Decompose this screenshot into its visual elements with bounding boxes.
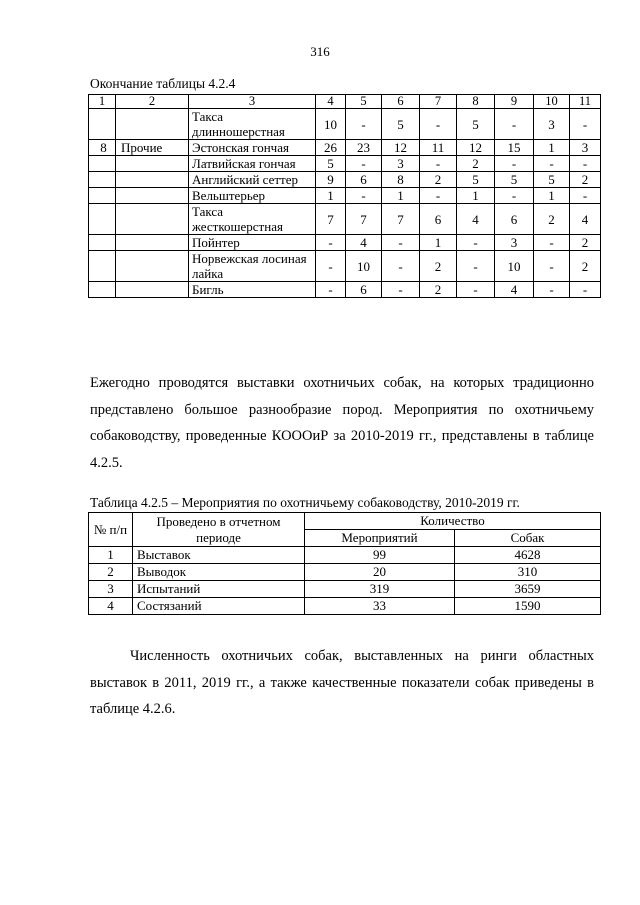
table-header-row [89, 95, 601, 109]
value-cell: 10 [346, 251, 382, 282]
header-cell: 5 [346, 95, 382, 109]
value-cell: 10 [316, 109, 346, 140]
table-row [89, 564, 601, 581]
event-name-cell: Испытаний [133, 581, 305, 598]
header-events: Мероприятий [305, 530, 455, 547]
value-cell: 1 [316, 188, 346, 204]
value-cell: 2 [420, 251, 457, 282]
value-cell: - [495, 109, 534, 140]
value-cell: 6 [420, 204, 457, 235]
value-cell: - [570, 156, 601, 172]
value-cell: 7 [346, 204, 382, 235]
paragraph-ring-counts: Численность охотничьих собак, выставленных на ринги областных выставок в 2011, 2019 гг., а также качественные показатели собак приведены в таблице 4.2.6. [90, 648, 594, 717]
breed-cell: Английский сеттер [189, 172, 316, 188]
group-number-cell [89, 235, 116, 251]
table-row [89, 172, 601, 188]
value-cell: 26 [316, 140, 346, 156]
breed-cell: Вельштерьер [189, 188, 316, 204]
table-4-2-5-caption: Таблица 4.2.5 – Мероприятия по охотничьему собаководству, 2010-2019 гг. [90, 495, 520, 510]
value-cell: 4 [570, 204, 601, 235]
value-cell: - [457, 251, 495, 282]
header-cell: 4 [316, 95, 346, 109]
value-cell: 5 [382, 109, 420, 140]
value-cell: 1 [534, 188, 570, 204]
value-cell: - [570, 188, 601, 204]
value-cell: 5 [457, 172, 495, 188]
value-cell: - [457, 282, 495, 298]
value-cell: 6 [495, 204, 534, 235]
table-row [89, 251, 601, 282]
value-cell: 7 [382, 204, 420, 235]
group-name-cell [116, 235, 189, 251]
value-cell: - [420, 109, 457, 140]
group-number-cell [89, 204, 116, 235]
value-cell: 1 [534, 140, 570, 156]
value-cell: 4 [346, 235, 382, 251]
value-cell: 3 [570, 140, 601, 156]
table-row [89, 140, 601, 156]
event-name-cell: Выводок [133, 564, 305, 581]
row-number-cell: 1 [89, 547, 133, 564]
value-cell: 10 [495, 251, 534, 282]
breed-cell: Пойнтер [189, 235, 316, 251]
event-name-cell: Состязаний [133, 598, 305, 615]
value-cell: - [346, 156, 382, 172]
value-cell: 2 [420, 172, 457, 188]
group-name-cell [116, 282, 189, 298]
value-cell: 12 [382, 140, 420, 156]
event-name-cell: Выставок [133, 547, 305, 564]
value-cell: - [570, 282, 601, 298]
value-cell: - [382, 235, 420, 251]
table-row [89, 581, 601, 598]
table-row [89, 547, 601, 564]
group-name-cell [116, 251, 189, 282]
value-cell: - [534, 282, 570, 298]
value-cell: 3 [534, 109, 570, 140]
value-cell: - [534, 235, 570, 251]
value-cell: - [570, 109, 601, 140]
value-cell: - [316, 235, 346, 251]
events-count-cell: 20 [305, 564, 455, 581]
header-cell: 6 [382, 95, 420, 109]
header-cell: 7 [420, 95, 457, 109]
value-cell: - [420, 156, 457, 172]
dogs-count-cell: 3659 [455, 581, 601, 598]
group-number-cell [89, 109, 116, 140]
value-cell: 8 [382, 172, 420, 188]
value-cell: 6 [346, 282, 382, 298]
value-cell: 5 [316, 156, 346, 172]
breed-cell: Такса длинношерстная [189, 109, 316, 140]
breed-cell: Эстонская гончая [189, 140, 316, 156]
dogs-count-cell: 1590 [455, 598, 601, 615]
table-row [89, 282, 601, 298]
row-number-cell: 3 [89, 581, 133, 598]
value-cell: 15 [495, 140, 534, 156]
page-number: 316 [310, 44, 330, 59]
header-cell: 3 [189, 95, 316, 109]
group-name-cell [116, 109, 189, 140]
group-number-cell [89, 188, 116, 204]
header-cell: 8 [457, 95, 495, 109]
table-4-2-4-caption: Окончание таблицы 4.2.4 [90, 76, 236, 91]
group-name-cell: Прочие [116, 140, 189, 156]
value-cell: 1 [457, 188, 495, 204]
value-cell: 6 [346, 172, 382, 188]
value-cell: 5 [457, 109, 495, 140]
header-no: № п/п [89, 513, 133, 547]
value-cell: 2 [534, 204, 570, 235]
events-count-cell: 33 [305, 598, 455, 615]
events-count-cell: 319 [305, 581, 455, 598]
group-name-cell [116, 172, 189, 188]
value-cell: 12 [457, 140, 495, 156]
value-cell: 23 [346, 140, 382, 156]
value-cell: 2 [570, 172, 601, 188]
value-cell: - [346, 188, 382, 204]
value-cell: 2 [570, 251, 601, 282]
value-cell: 1 [420, 235, 457, 251]
header-cell: 10 [534, 95, 570, 109]
breed-cell: Латвийская гончая [189, 156, 316, 172]
value-cell: 1 [382, 188, 420, 204]
dogs-count-cell: 4628 [455, 547, 601, 564]
value-cell: - [495, 188, 534, 204]
header-cell: 11 [570, 95, 601, 109]
value-cell: 7 [316, 204, 346, 235]
value-cell: 2 [570, 235, 601, 251]
group-name-cell [116, 156, 189, 172]
value-cell: 3 [495, 235, 534, 251]
value-cell: 4 [495, 282, 534, 298]
group-name-cell [116, 188, 189, 204]
value-cell: 5 [495, 172, 534, 188]
table-row [89, 109, 601, 140]
value-cell: - [316, 282, 346, 298]
row-number-cell: 4 [89, 598, 133, 615]
table-row [89, 188, 601, 204]
paragraph-exhibitions: Ежегодно проводятся выставки охотничьих собак, на которых традиционно представлено большое разнообразие пород. Мероприятия по охотничьему собаководству, проведенные КОООиР за 2010-2019 гг., представлены в таблице 4.2.5. [90, 375, 594, 471]
value-cell: - [382, 251, 420, 282]
group-number-cell [89, 172, 116, 188]
value-cell: 11 [420, 140, 457, 156]
group-number-cell [89, 251, 116, 282]
value-cell: - [534, 251, 570, 282]
group-number-cell [89, 282, 116, 298]
value-cell: - [534, 156, 570, 172]
breed-cell: Бигль [189, 282, 316, 298]
table-4-2-4 [88, 94, 601, 298]
value-cell: 3 [382, 156, 420, 172]
table-row [89, 156, 601, 172]
dogs-count-cell: 310 [455, 564, 601, 581]
value-cell: - [382, 282, 420, 298]
header-period: Проведено в отчетном периоде [133, 513, 305, 547]
table-header-row [89, 513, 601, 530]
value-cell: 4 [457, 204, 495, 235]
table-4-2-5 [88, 512, 601, 615]
value-cell: 2 [420, 282, 457, 298]
table-row [89, 235, 601, 251]
value-cell: - [457, 235, 495, 251]
row-number-cell: 2 [89, 564, 133, 581]
events-count-cell: 99 [305, 547, 455, 564]
value-cell: - [420, 188, 457, 204]
header-cell: 1 [89, 95, 116, 109]
value-cell: 5 [534, 172, 570, 188]
group-name-cell [116, 204, 189, 235]
group-number-cell [89, 156, 116, 172]
breed-cell: Такса жесткошерстная [189, 204, 316, 235]
value-cell: 9 [316, 172, 346, 188]
header-cell: 9 [495, 95, 534, 109]
breed-cell: Норвежская лосиная лайка [189, 251, 316, 282]
value-cell: - [316, 251, 346, 282]
table-row [89, 598, 601, 615]
header-quantity: Количество [305, 513, 601, 530]
value-cell: - [495, 156, 534, 172]
value-cell: - [346, 109, 382, 140]
value-cell: 2 [457, 156, 495, 172]
header-dogs: Собак [455, 530, 601, 547]
table-row [89, 204, 601, 235]
group-number-cell: 8 [89, 140, 116, 156]
header-cell: 2 [116, 95, 189, 109]
